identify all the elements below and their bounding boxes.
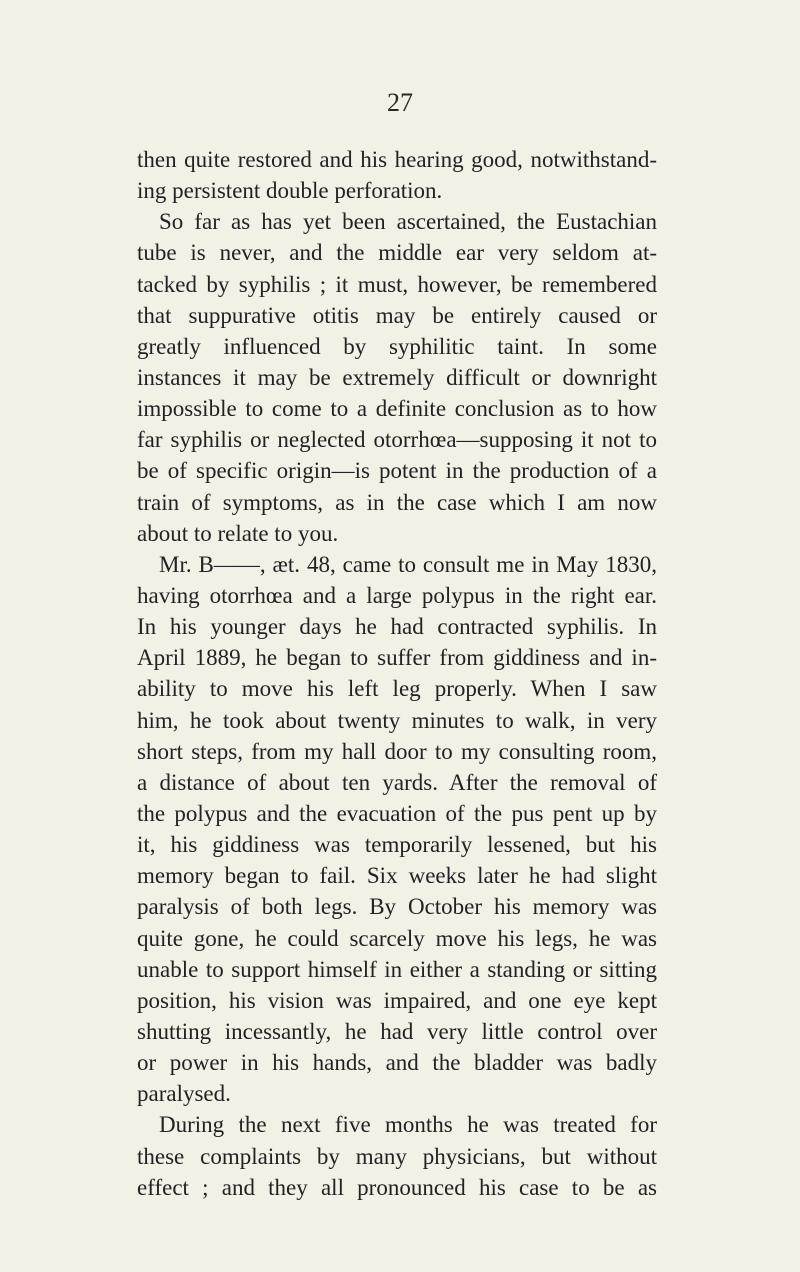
text-line: April 1889, he began to suffer from giddiness and in- xyxy=(137,645,657,671)
text-line: tacked by syphilis ; it must, however, be remembered xyxy=(137,271,657,297)
text-line: In his younger days he had contracted syphilis. In xyxy=(137,614,657,640)
text-line: ability to move his left leg properly. When I saw xyxy=(137,676,657,702)
text-line: effect ; and they all pronounced his case to be as xyxy=(137,1174,657,1200)
text-line: be of specific origin—is potent in the production of a xyxy=(137,458,657,484)
text-line: him, he took about twenty minutes to walk, in very xyxy=(137,707,657,733)
text-line: then quite restored and his hearing good, notwithstand- xyxy=(137,147,657,172)
text-line: During the next five months he was treated for xyxy=(159,1112,657,1138)
text-line: paralysed. xyxy=(137,1081,231,1107)
text-line: instances it may be extremely difficult or downright xyxy=(137,364,657,390)
text-line: train of symptoms, as in the case which I am now xyxy=(137,489,657,515)
text-line: it, his giddiness was temporarily lessened, but his xyxy=(137,832,657,858)
page-number: 27 xyxy=(387,88,413,117)
text-line: or power in his hands, and the bladder was badly xyxy=(137,1050,657,1076)
text-line: Mr. B——, æt. 48, came to consult me in May 1830, xyxy=(159,551,657,577)
text-line: ing persistent double perforation. xyxy=(137,178,443,204)
text-line: short steps, from my hall door to my consulting room, xyxy=(137,738,657,764)
text-line: the polypus and the evacuation of the pus pent up by xyxy=(137,800,657,826)
text-line: shutting incessantly, he had very little control over xyxy=(137,1018,657,1044)
text-line: about to relate to you. xyxy=(137,520,339,546)
text-line: quite gone, he could scarcely move his legs, he was xyxy=(137,925,657,951)
text-line: far syphilis or neglected otorrhœa—supposing it not to xyxy=(137,427,657,453)
text-line: position, his vision was impaired, and one eye kept xyxy=(137,987,657,1013)
text-line: memory began to fail. Six weeks later he had slight xyxy=(137,863,657,889)
text-line: that suppurative otitis may be entirely caused or xyxy=(137,302,657,328)
body-text xyxy=(137,144,657,1203)
text-line: impossible to come to a definite conclusion as to how xyxy=(137,396,657,422)
text-line: tube is never, and the middle ear very seldom at- xyxy=(137,240,657,266)
text-line: unable to support himself in either a standing or sitting xyxy=(137,956,657,982)
text-line: greatly influenced by syphilitic taint. In some xyxy=(137,333,657,359)
text-line: these complaints by many physicians, but without xyxy=(137,1143,657,1169)
text-line: a distance of about ten yards. After the removal of xyxy=(137,769,657,795)
text-line: paralysis of both legs. By October his memory was xyxy=(137,894,657,920)
text-line: So far as has yet been ascertained, the Eustachian xyxy=(159,209,657,235)
text-line: having otorrhœa and a large polypus in the right ear. xyxy=(137,582,657,608)
